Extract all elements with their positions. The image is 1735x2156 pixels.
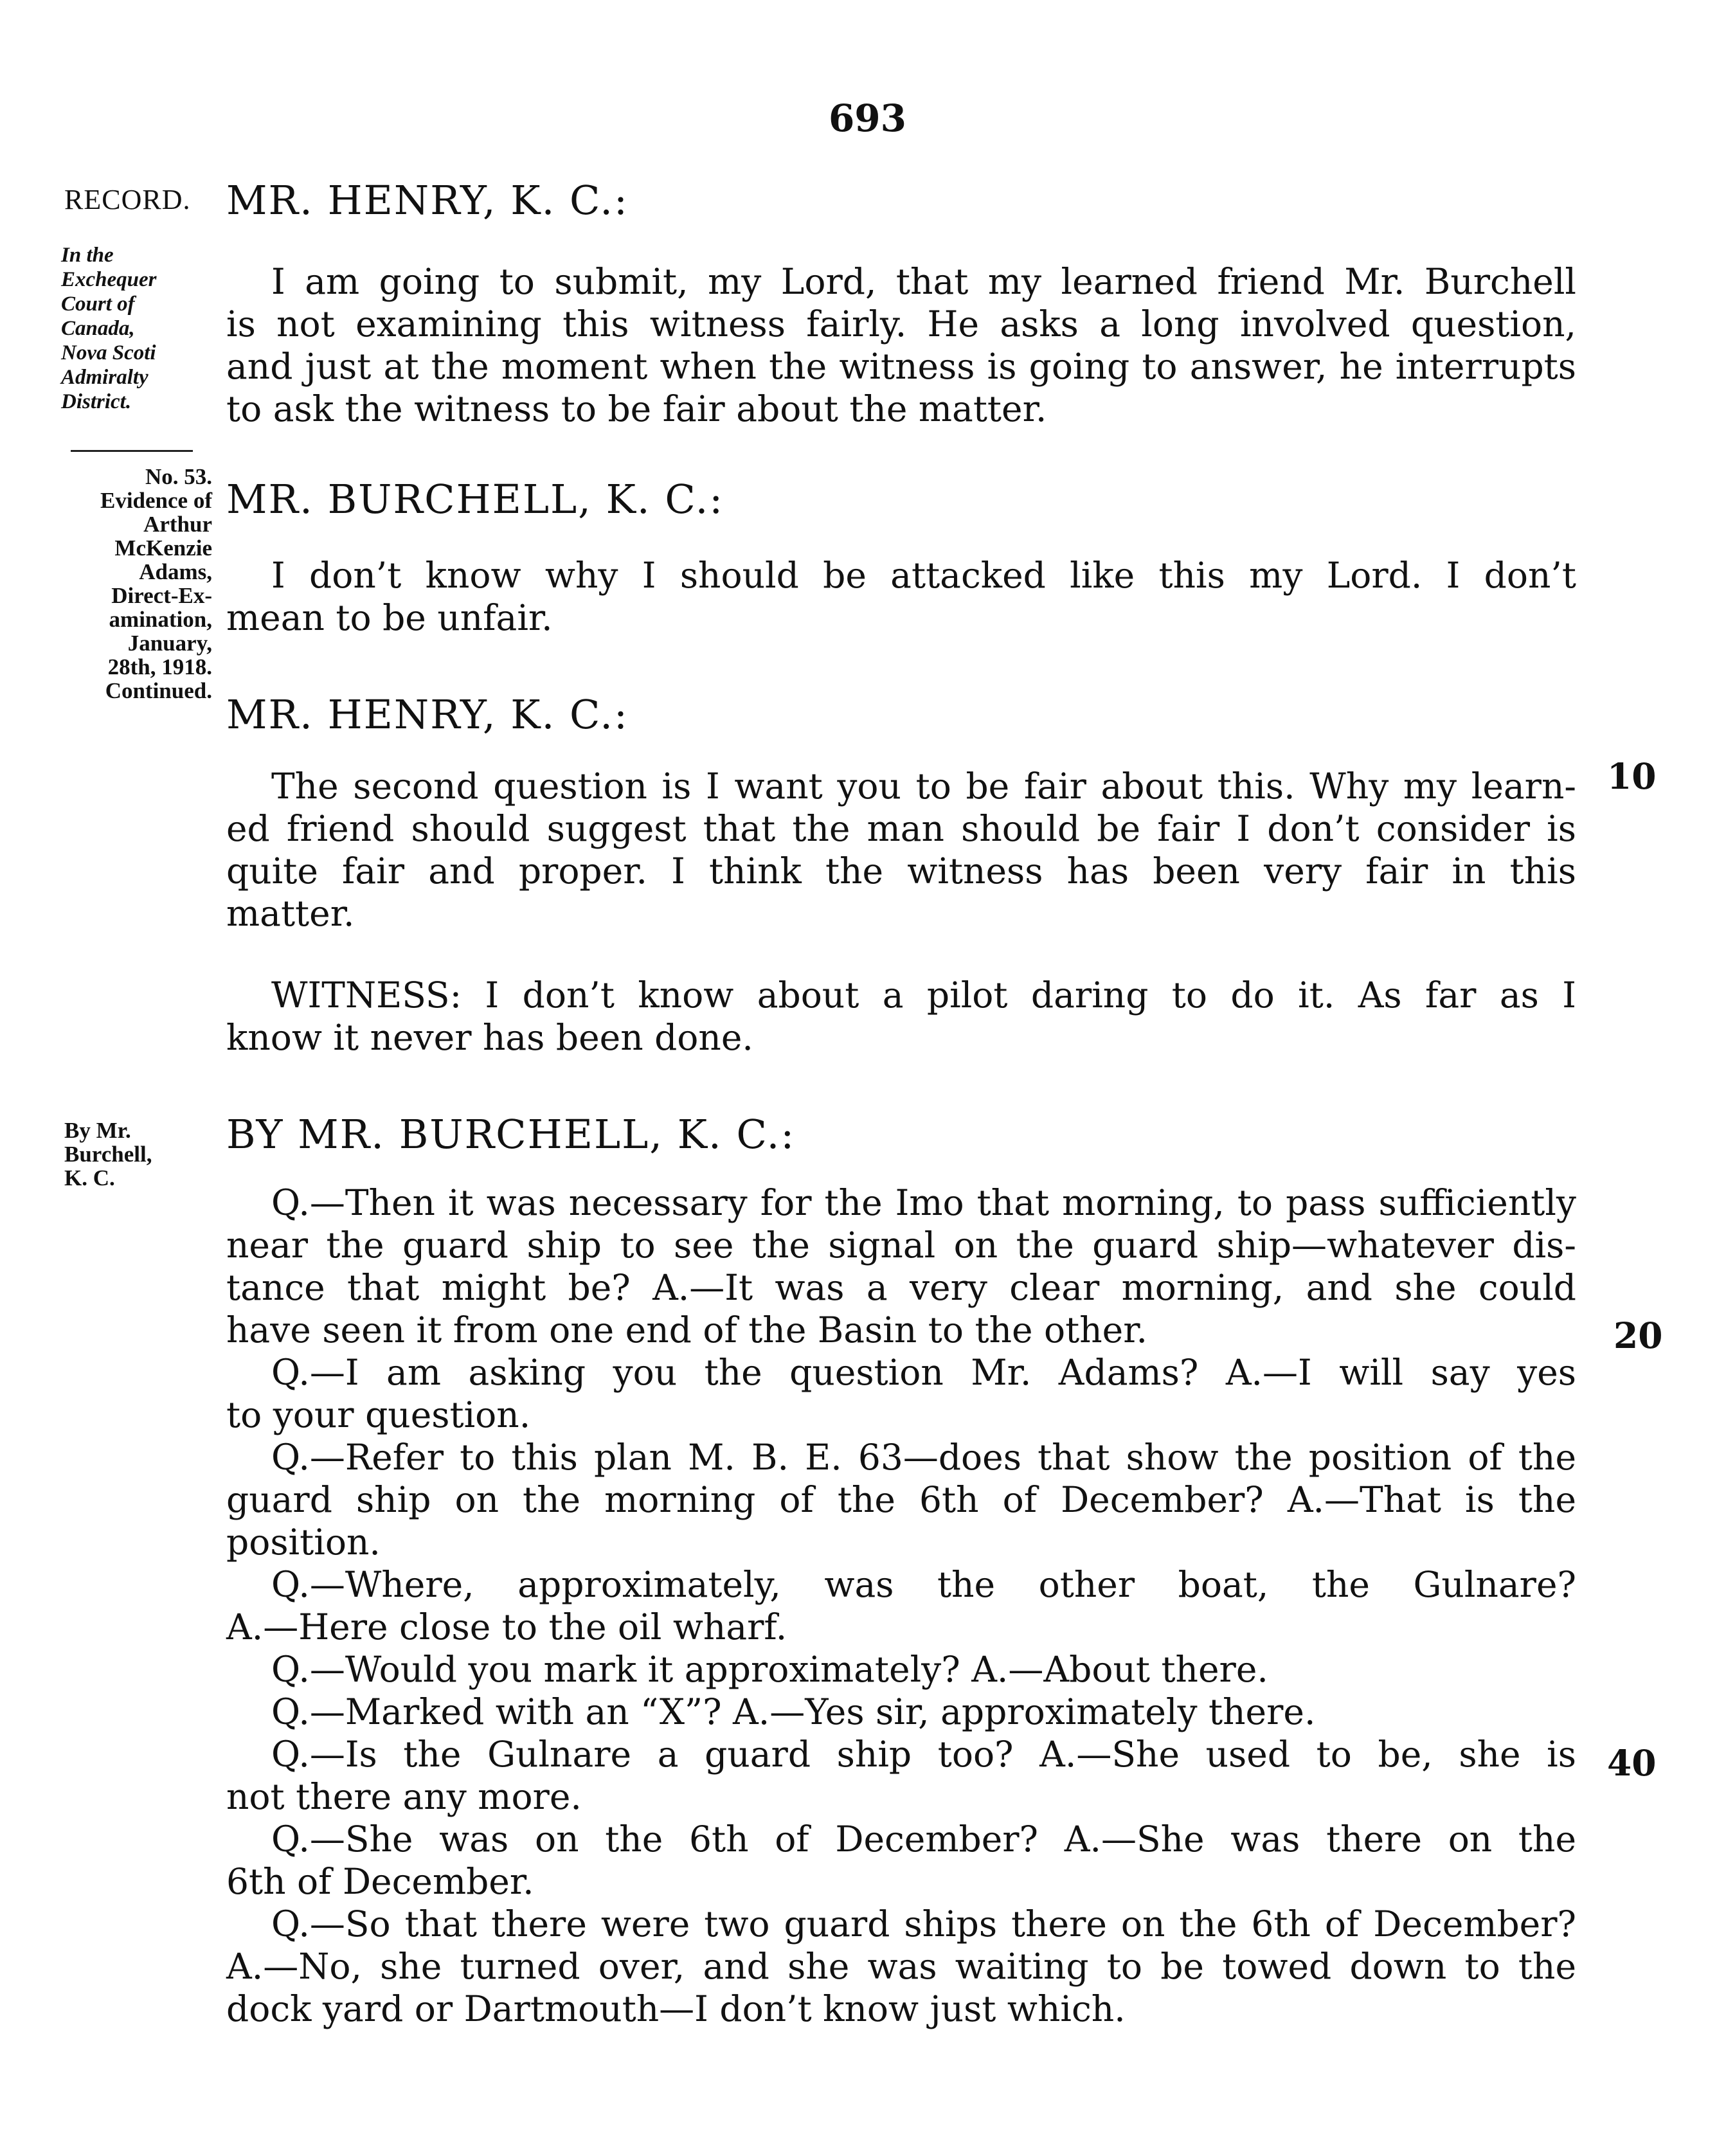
text-line: near the guard ship to see the signal on the guard ship—whatever dis- (226, 1225, 1576, 1266)
text-line: know it never has been done. (226, 1017, 753, 1058)
text-line: matter. (226, 893, 355, 934)
margin-line: 28th, 1918. (107, 654, 212, 679)
text-line: quite fair and proper. I think the witness has been very fair in this (226, 850, 1576, 892)
text-line: Q.—I am asking you the question Mr. Adams? A.—I will say yes (271, 1352, 1576, 1393)
margin-line: McKenzie (114, 535, 212, 561)
text-line: mean to be unfair. (226, 597, 553, 638)
text-line: 6th of December. (226, 1861, 534, 1902)
record-label: RECORD. (64, 184, 191, 215)
text-line: I don’t know why I should be attacked like this my Lord. I don’t (271, 555, 1576, 596)
margin-line: Nova Scoti (61, 341, 156, 364)
margin-line: Continued. (105, 678, 212, 703)
line-number: 40 (1607, 1742, 1657, 1784)
margin-line: Evidence of (100, 488, 212, 513)
speech-paragraph (226, 260, 1576, 430)
speaker-heading: MR. BURCHELL, K. C.: (226, 476, 724, 523)
margin-line: Adams, (139, 559, 212, 584)
text-line: Q.—Then it was necessary for the Imo that morning, to pass sufficiently (271, 1182, 1576, 1223)
line-number: 20 (1614, 1315, 1663, 1356)
margin-line: No. 53. (145, 464, 212, 489)
margin-line: January, (127, 631, 212, 656)
speaker-heading: MR. HENRY, K. C.: (226, 177, 629, 224)
text-line: is not examining this witness fairly. He asks a long involved question, (226, 303, 1576, 345)
text-line: and just at the moment when the witness is going to answer, he interrupts (226, 346, 1576, 387)
speaker-heading: MR. HENRY, K. C.: (226, 691, 629, 738)
line-number: 10 (1607, 755, 1657, 797)
margin-line: Exchequer (61, 268, 157, 291)
text-line: Q.—Marked with an “X”? A.—Yes sir, approximately there. (271, 1691, 1316, 1732)
court-margin-note (61, 243, 190, 414)
margin-line: amination, (109, 607, 212, 632)
text-line: have seen it from one end of the Basin to the other. (226, 1309, 1147, 1351)
margin-line: Admiralty (61, 366, 148, 389)
margin-line: Arthur (143, 512, 212, 537)
margin-line: District. (61, 390, 132, 413)
text-line: A.—No, she turned over, and she was waiting to be towed down to the (226, 1946, 1576, 1987)
text-line: The second question is I want you to be fair about this. Why my learn- (271, 766, 1576, 807)
text-line: to your question. (226, 1394, 531, 1435)
text-line: WITNESS: I don’t know about a pilot daring to do it. As far as I (271, 975, 1576, 1016)
text-line: Q.—Is the Gulnare a guard ship too? A.—She used to be, she is (271, 1734, 1576, 1775)
margin-line: Court of (61, 292, 135, 316)
margin-line: K. C. (64, 1165, 115, 1190)
witness-paragraph (226, 974, 1576, 1059)
text-line: guard ship on the morning of the 6th of December? A.—That is the (226, 1479, 1576, 1520)
text-line: Q.—She was on the 6th of December? A.—She was there on the (271, 1819, 1576, 1860)
by-margin-note (64, 1118, 193, 1190)
text-line: ed friend should suggest that the man should be fair I don’t consider is (226, 808, 1576, 849)
text-line: Q.—Refer to this plan M. B. E. 63—does that show the position of the (271, 1437, 1576, 1478)
text-line: A.—Here close to the oil wharf. (226, 1606, 787, 1648)
text-line: position. (226, 1522, 381, 1563)
margin-line: Burchell, (64, 1142, 152, 1167)
examiner-heading: BY MR. BURCHELL, K. C.: (226, 1111, 796, 1158)
evidence-margin-note (64, 465, 212, 703)
page-number: 693 (828, 96, 907, 140)
text-line: not there any more. (226, 1776, 582, 1817)
text-line: to ask the witness to be fair about the matter. (226, 388, 1047, 429)
text-line: Q.—So that there were two guard ships there on the 6th of December? (271, 1903, 1576, 1945)
margin-line: In the (61, 244, 114, 267)
margin-line: Canada, (61, 317, 135, 340)
text-line: Q.—Would you mark it approximately? A.—About there. (271, 1649, 1268, 1690)
text-line: tance that might be? A.—It was a very clear morning, and she could (226, 1267, 1576, 1308)
examination-transcript (226, 1181, 1576, 2030)
speech-paragraph (226, 554, 1576, 639)
text-line: dock yard or Dartmouth—I don’t know just which. (226, 1988, 1126, 2029)
margin-line: By Mr. (64, 1118, 131, 1143)
speech-paragraph (226, 765, 1576, 935)
text-line: I am going to submit, my Lord, that my learned friend Mr. Burchell (271, 261, 1576, 302)
margin-line: Direct-Ex- (111, 583, 212, 608)
margin-divider (71, 450, 193, 452)
text-line: Q.—Where, approximately, was the other boat, the Gulnare? (271, 1564, 1576, 1605)
